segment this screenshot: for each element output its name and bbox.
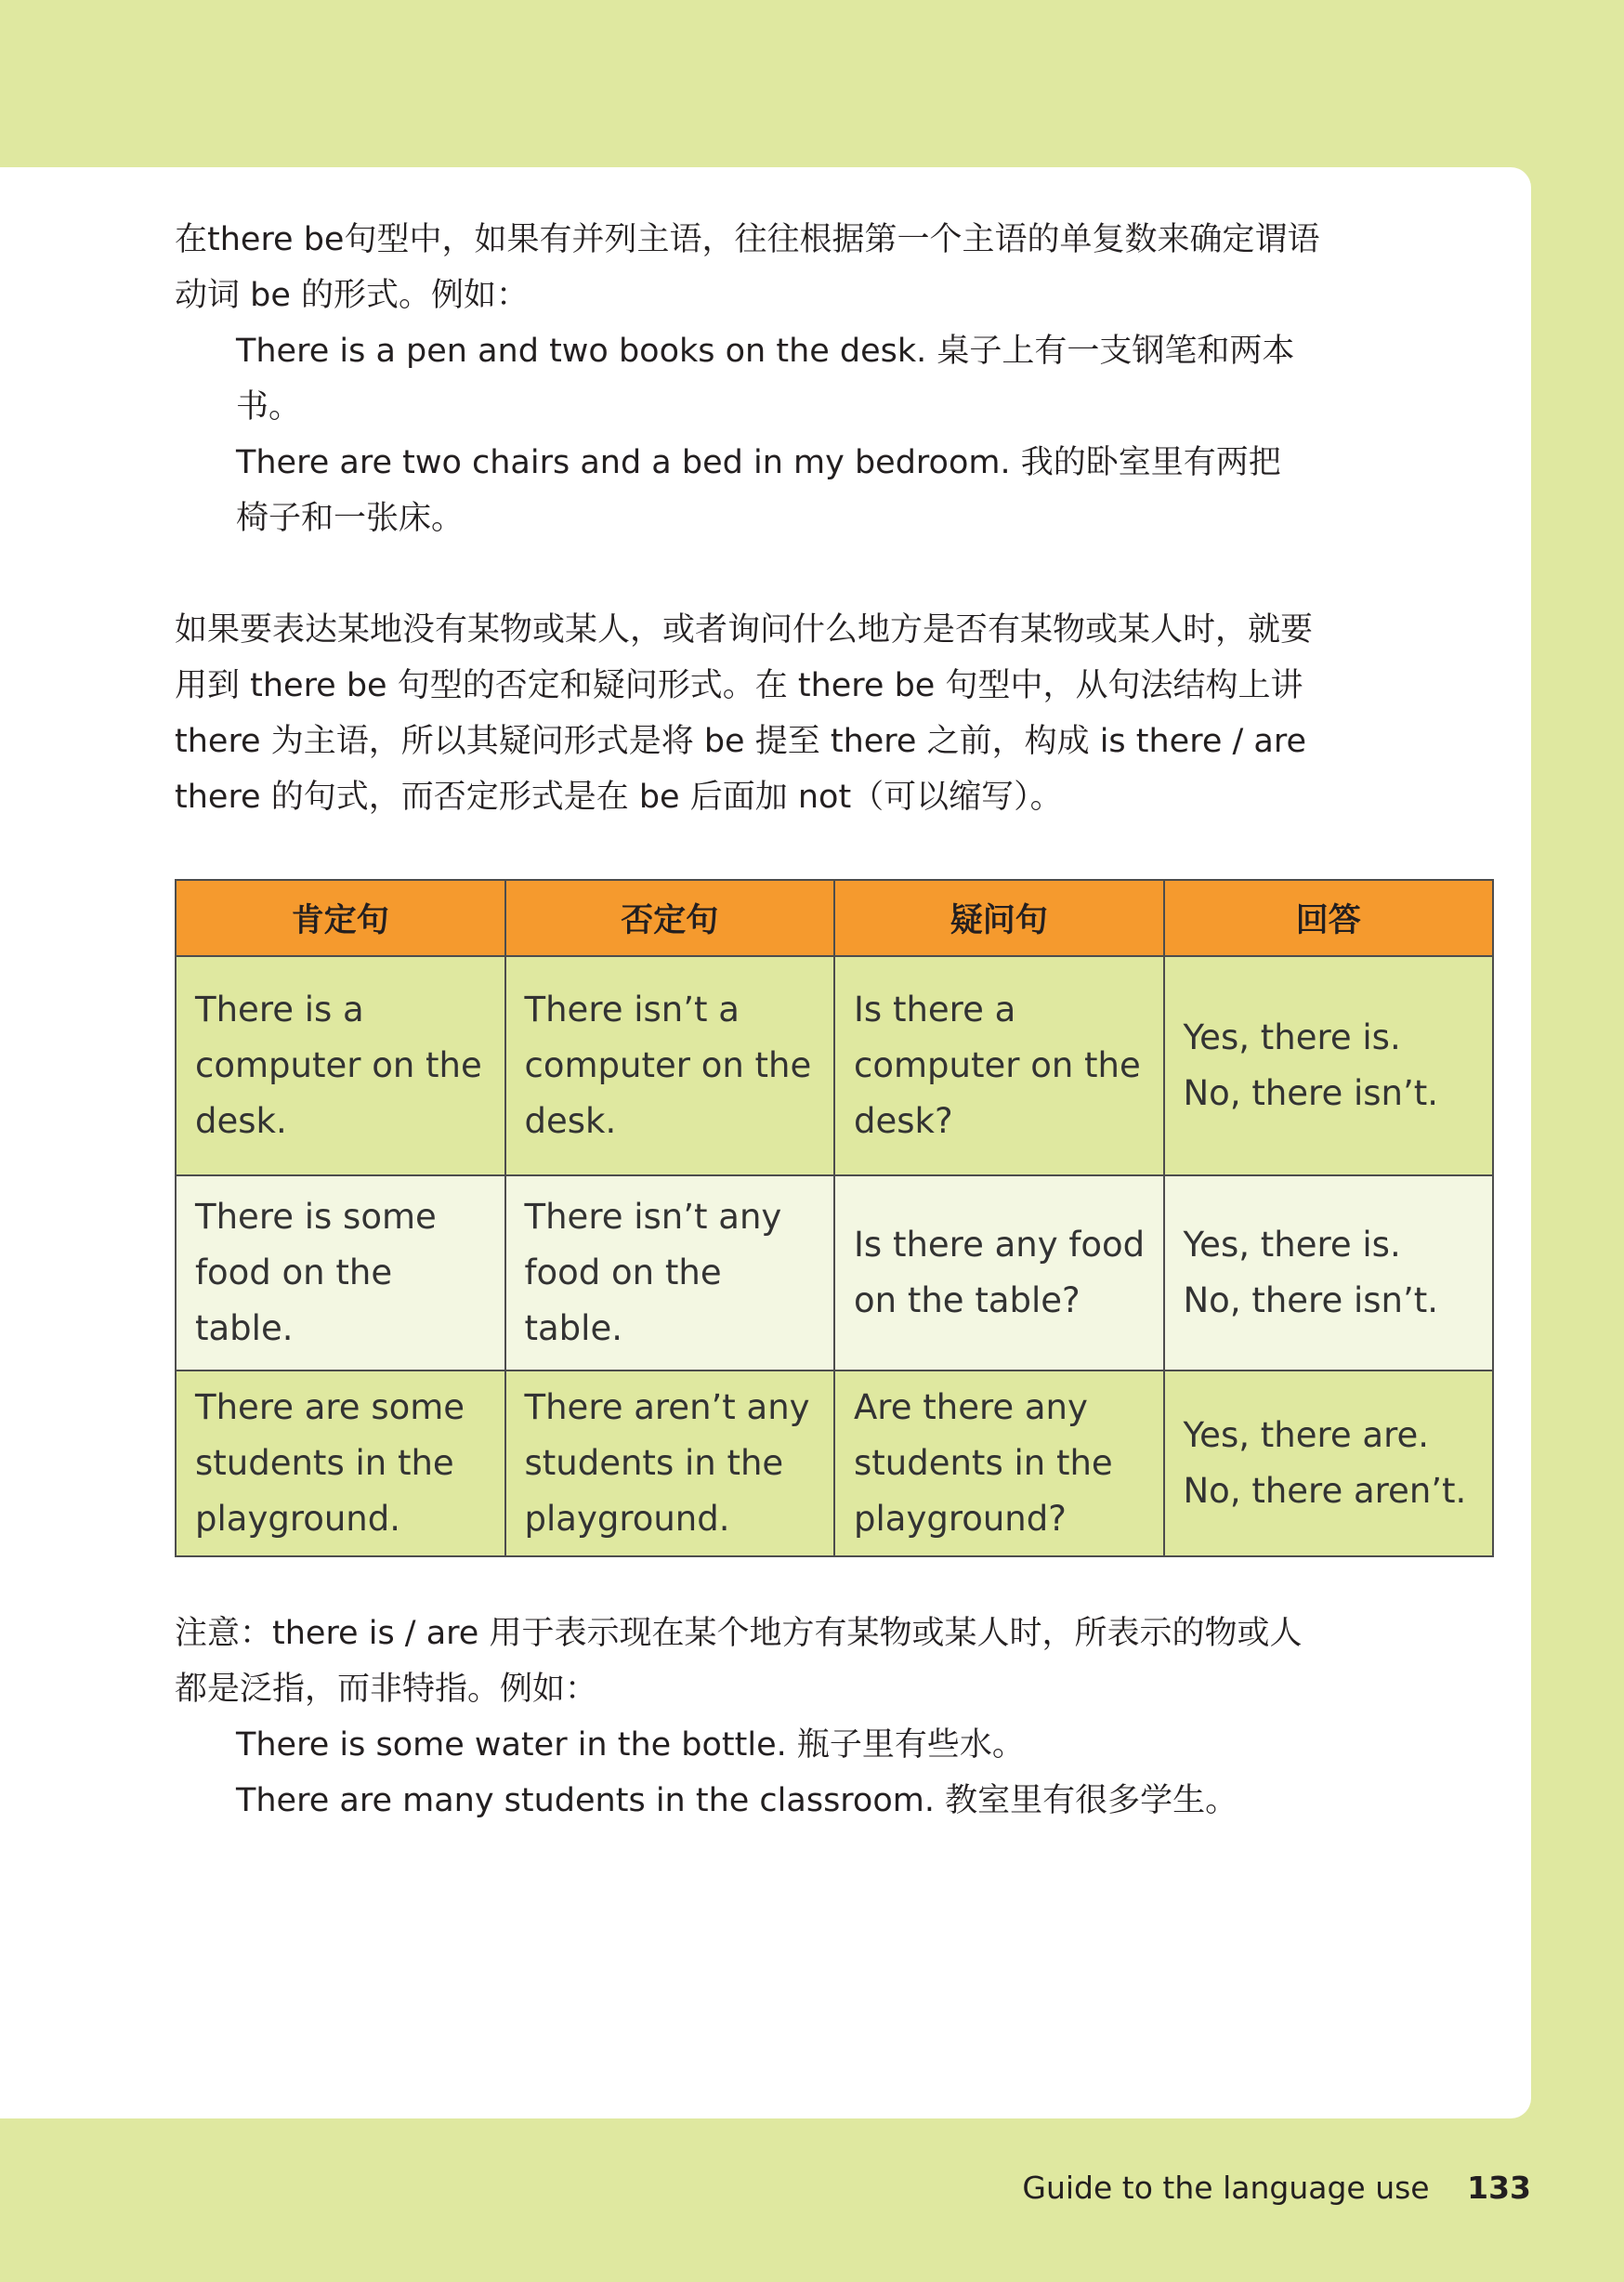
intro-example-2: There are two chairs and a bed in my bedroom. 我的卧室里有两把椅子和一张床。 [236, 444, 1281, 537]
header-question: 疑问句 [834, 880, 1164, 956]
intro-example-1: There is a pen and two books on the desk. 桌子上有一支钢笔和两本书。 [236, 333, 1295, 426]
intro-paragraph: 在there be句型中，如果有并列主语，往往根据第一个主语的单复数来确定谓语动词 be 的形式。例如： [175, 221, 1320, 314]
answer-no: No, there aren’t. [1183, 1471, 1467, 1511]
question-cell: Are there any students in the playground? [834, 1371, 1164, 1556]
answer-cell [1164, 1175, 1494, 1371]
answer-yes: Yes, there are. [1183, 1415, 1429, 1455]
table-header-row [176, 880, 1493, 956]
there-be-forms-table [175, 879, 1494, 1557]
page-footer [1022, 2168, 1531, 2209]
table-row [176, 1371, 1493, 1556]
header-answer: 回答 [1164, 880, 1494, 956]
note-paragraph: 注意：there is / are 用于表示现在某个地方有某物或某人时，所表示的物或人都是泛指，而非特指。例如： [175, 1615, 1303, 1708]
footer-title: Guide to the language use [1022, 2170, 1430, 2206]
note-example-1: There is some water in the bottle. 瓶子里有些水。 [236, 1726, 1025, 1764]
answer-yes: Yes, there is. [1183, 1225, 1401, 1265]
explanation-paragraph: 如果要表达某地没有某物或某人，或者询问什么地方是否有某物或某人时，就要用到 there be 句型的否定和疑问形式。在 there be 句型中，从句法结构上讲 there 为主语，所以其疑问形式是将 be 提至 there 之前，构成 is there / are there 的句式，而否定形式是在 be 后面加 not（可以缩写）。 [175, 611, 1314, 816]
answer-cell [1164, 956, 1494, 1175]
note-example-2: There are many students in the classroom. 教室里有很多学生。 [236, 1782, 1238, 1819]
table-row [176, 1175, 1493, 1371]
question-cell: Is there any food on the table? [834, 1175, 1164, 1371]
header-negative: 否定句 [505, 880, 835, 956]
page-number: 133 [1467, 2170, 1531, 2206]
affirmative-cell: There is a computer on the desk. [176, 956, 505, 1175]
answer-no: No, there isn’t. [1183, 1073, 1439, 1113]
question-cell: Is there a computer on the desk? [834, 956, 1164, 1175]
header-affirmative: 肯定句 [176, 880, 505, 956]
negative-cell: There isn’t any food on the table. [505, 1175, 835, 1371]
negative-cell: There aren’t any students in the playground. [505, 1371, 835, 1556]
answer-cell [1164, 1371, 1494, 1556]
answer-no: No, there isn’t. [1183, 1280, 1439, 1320]
answer-yes: Yes, there is. [1183, 1017, 1401, 1057]
affirmative-cell: There is some food on the table. [176, 1175, 505, 1371]
table-row [176, 956, 1493, 1175]
negative-cell: There isn’t a computer on the desk. [505, 956, 835, 1175]
affirmative-cell: There are some students in the playground. [176, 1371, 505, 1556]
